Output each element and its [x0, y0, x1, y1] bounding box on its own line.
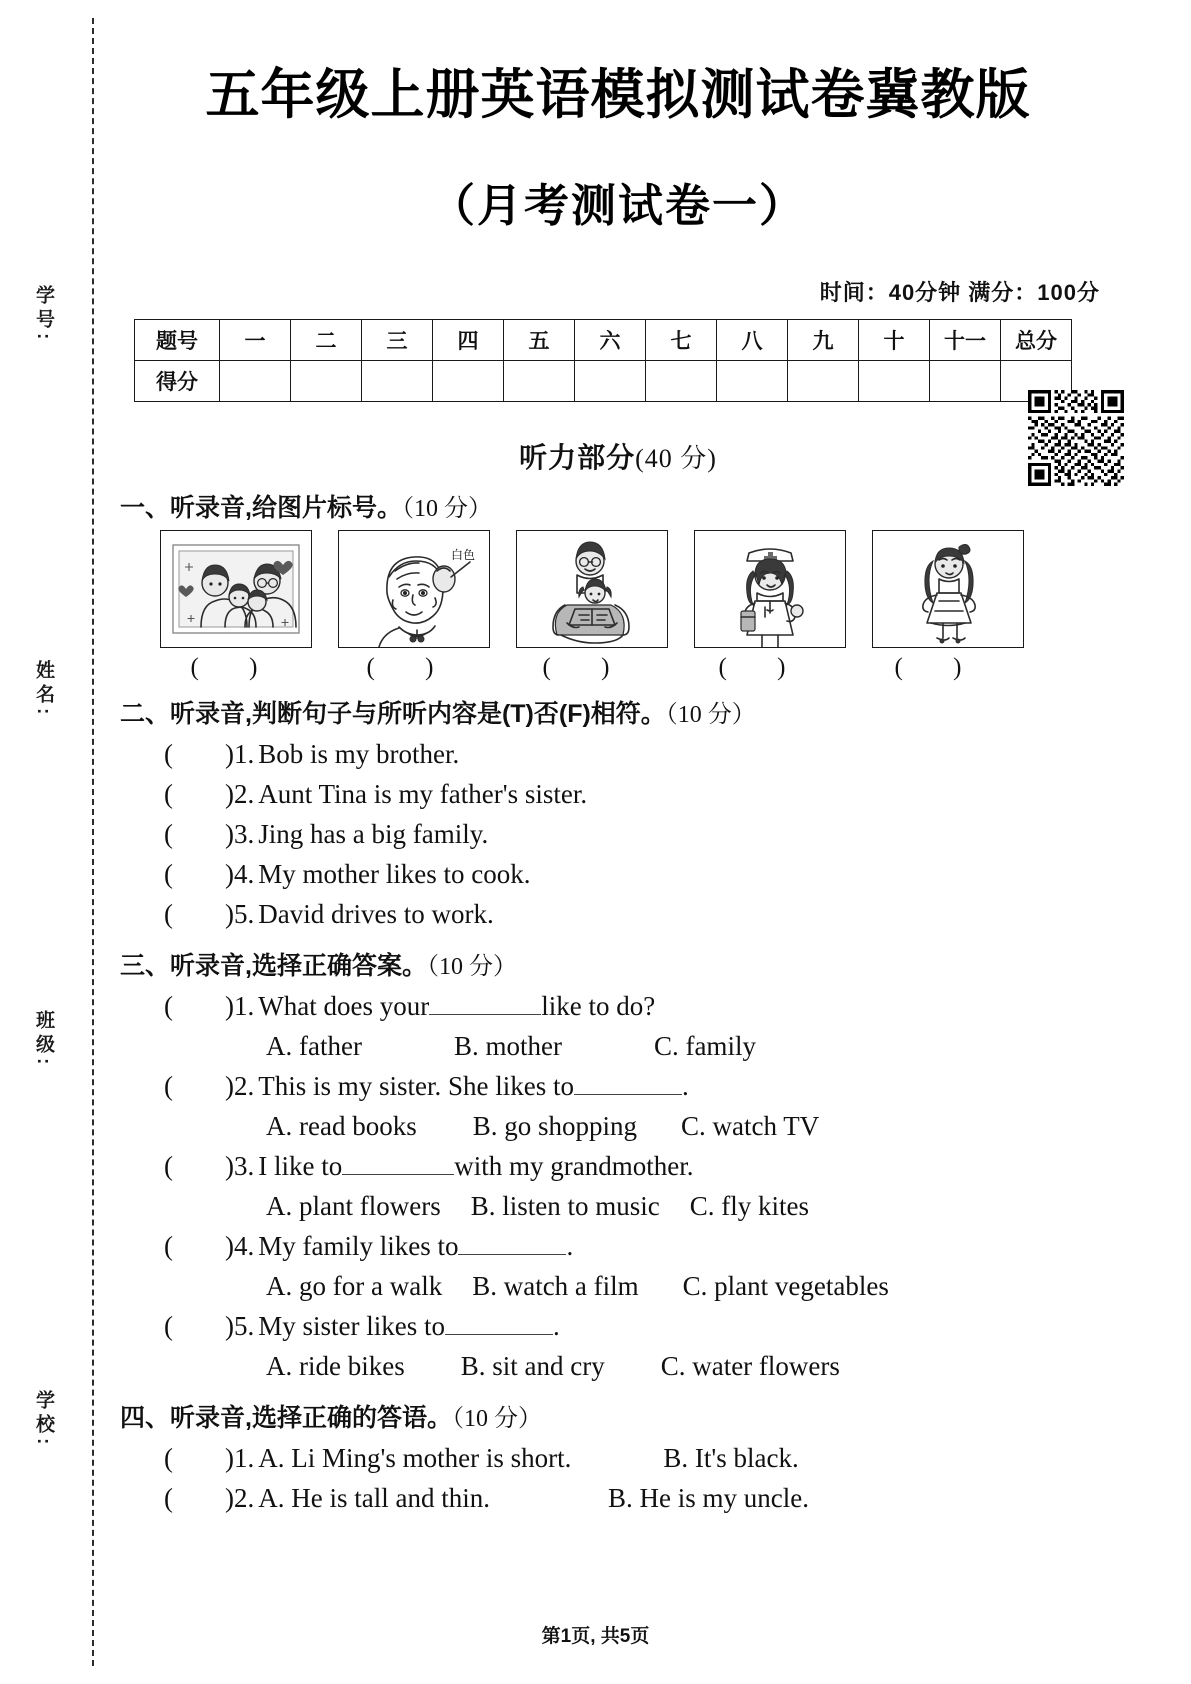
score-table-header-row	[135, 320, 1072, 361]
field-school: 学校:	[33, 1390, 54, 1450]
score-col-11: 十一	[930, 320, 1001, 361]
answer-bracket[interactable]: ( )	[164, 1231, 234, 1261]
section-3-points: （10 分）	[426, 954, 517, 980]
page-footer: 第1页, 共5页	[541, 1626, 650, 1647]
exam-content	[118, 0, 1118, 1684]
score-cell-3[interactable]	[362, 361, 433, 402]
page-title: 五年级上册英语模拟测试卷冀教版	[205, 65, 1031, 125]
section-2-label: 二、听录音,判断句子与所听内容是(T)否(F)相符。	[120, 700, 666, 728]
answer-bracket[interactable]: ( )	[164, 819, 234, 849]
mc-item-3	[164, 1146, 1118, 1186]
item-stem-after: .	[682, 1071, 689, 1101]
option-b[interactable]: B. He is my uncle.	[607, 1483, 809, 1513]
option-b[interactable]: B. mother	[453, 1031, 562, 1061]
listening-part-heading	[118, 436, 1118, 476]
option-a[interactable]: A. read books	[266, 1111, 417, 1141]
mc-options-1	[266, 1026, 1118, 1066]
field-student-name: 姓名:	[33, 660, 54, 720]
section-2-points: （10 分）	[665, 702, 756, 728]
score-table-row-label-2: 得分	[135, 361, 220, 402]
score-col-total: 总分	[1001, 320, 1072, 361]
item-stem-after: like to do?	[541, 991, 656, 1021]
item-stem-before: I like to	[258, 1151, 343, 1181]
fill-blank[interactable]	[458, 1232, 566, 1255]
section-4-points: （10 分）	[451, 1406, 542, 1432]
tf-item-4	[164, 854, 1118, 894]
picture-answer-4[interactable]: ( )	[718, 654, 808, 681]
mc-options-2	[266, 1106, 1118, 1146]
mc-options-3	[266, 1186, 1118, 1226]
mc-item-2	[164, 1066, 1118, 1106]
picture-row	[160, 530, 1118, 648]
option-b[interactable]: B. go shopping	[472, 1111, 637, 1141]
item-number: 1.	[234, 1443, 255, 1473]
picture-nurse-waving[interactable]	[694, 530, 846, 648]
fill-blank[interactable]	[429, 992, 541, 1015]
answer-bracket[interactable]: ( )	[164, 991, 234, 1021]
answer-bracket[interactable]: ( )	[164, 1151, 234, 1181]
score-cell-6[interactable]	[575, 361, 646, 402]
item-number: 3.	[234, 819, 255, 849]
answer-bracket[interactable]: ( )	[164, 739, 234, 769]
item-number: 5.	[234, 1311, 255, 1341]
score-col-8: 八	[717, 320, 788, 361]
option-c[interactable]: C. water flowers	[660, 1351, 840, 1381]
item-stem-before: My sister likes to	[258, 1311, 445, 1341]
item-number: 3.	[234, 1151, 255, 1181]
score-table	[134, 319, 1072, 402]
item-text: Jing has a big family.	[258, 819, 489, 849]
fill-blank[interactable]	[342, 1152, 454, 1175]
score-cell-11[interactable]	[930, 361, 1001, 402]
score-col-1: 一	[220, 320, 291, 361]
answer-bracket[interactable]: ( )	[164, 1483, 234, 1513]
item-text: Aunt Tina is my father's sister.	[258, 779, 588, 809]
score-cell-9[interactable]	[788, 361, 859, 402]
answer-bracket[interactable]: ( )	[164, 779, 234, 809]
section-title-3	[120, 946, 1118, 982]
option-c[interactable]: C. fly kites	[689, 1191, 809, 1221]
section-1-points: （10 分）	[401, 496, 492, 522]
tf-item-5	[164, 894, 1118, 934]
picture-family-portrait[interactable]	[160, 530, 312, 648]
item-stem-after: .	[566, 1231, 574, 1261]
score-cell-8[interactable]	[717, 361, 788, 402]
picture-answer-1[interactable]: ( )	[190, 654, 280, 681]
item-number: 5.	[234, 899, 255, 929]
item-text: Bob is my brother.	[258, 739, 460, 769]
dashed-fold-line	[92, 18, 94, 1666]
fill-blank[interactable]	[445, 1312, 553, 1335]
picture-answer-5[interactable]: ( )	[894, 654, 984, 681]
score-col-9: 九	[788, 320, 859, 361]
qr-code[interactable]	[1028, 390, 1124, 486]
option-a[interactable]: A. ride bikes	[266, 1351, 405, 1381]
tf-item-1	[164, 734, 1118, 774]
answer-bracket[interactable]: ( )	[164, 859, 234, 889]
option-b[interactable]: B. sit and cry	[460, 1351, 605, 1381]
item-number: 4.	[234, 859, 255, 889]
fill-blank[interactable]	[574, 1072, 682, 1095]
picture-answer-row	[160, 654, 1118, 682]
item-stem-after: .	[553, 1311, 560, 1341]
answer-bracket[interactable]: ( )	[164, 1311, 234, 1341]
listening-part-label: 听力部分	[519, 442, 636, 473]
option-c[interactable]: C. watch TV	[681, 1111, 820, 1141]
picture-answer-3[interactable]: ( )	[542, 654, 632, 681]
score-cell-7[interactable]	[646, 361, 717, 402]
item-number: 2.	[234, 1071, 255, 1101]
item-number: 1.	[234, 991, 255, 1021]
item-stem-after: with my grandmother.	[454, 1151, 694, 1181]
picture-father-reading-with-daughter[interactable]	[516, 530, 668, 648]
option-a[interactable]: A. He is tall and thin.	[258, 1483, 490, 1513]
mc-options-5	[266, 1346, 1118, 1386]
item-stem-before: This is my sister. She likes to	[258, 1071, 575, 1101]
score-col-10: 十	[859, 320, 930, 361]
option-a[interactable]: A. plant flowers	[266, 1191, 441, 1221]
listening-part-points: (40 分)	[635, 444, 717, 473]
section-title-2	[120, 694, 1118, 730]
section-title-1	[120, 488, 1118, 524]
exam-meta: 时间：40分钟 满分：100分	[819, 280, 1100, 305]
score-cell-10[interactable]	[859, 361, 930, 402]
item-stem-before: What does your	[258, 991, 430, 1021]
option-a[interactable]: A. go for a walk	[266, 1271, 443, 1301]
picture-answer-2[interactable]: ( )	[366, 654, 456, 681]
response-item-2	[164, 1478, 1118, 1518]
answer-bracket[interactable]: ( )	[164, 1443, 234, 1473]
answer-bracket[interactable]: ( )	[164, 899, 234, 929]
svg-text:白色: 白色	[451, 548, 476, 562]
score-col-5: 五	[504, 320, 575, 361]
item-stem-before: My family likes to	[258, 1231, 459, 1261]
section-title-4	[120, 1398, 1118, 1434]
item-number: 2.	[234, 1483, 255, 1513]
score-col-6: 六	[575, 320, 646, 361]
score-table-value-row	[135, 361, 1072, 402]
item-text: My mother likes to cook.	[258, 859, 531, 889]
mc-options-4	[266, 1266, 1118, 1306]
tf-item-3	[164, 814, 1118, 854]
section-4-label: 四、听录音,选择正确的答语。	[120, 1404, 452, 1432]
score-col-4: 四	[433, 320, 504, 361]
tf-item-2	[164, 774, 1118, 814]
option-b[interactable]: B. watch a film	[472, 1271, 639, 1301]
page-subtitle: （月考测试卷一）	[429, 180, 806, 231]
mc-item-4	[164, 1226, 1118, 1266]
item-number: 1.	[234, 739, 255, 769]
response-item-1	[164, 1438, 1118, 1478]
section-3-label: 三、听录音,选择正确答案。	[120, 952, 427, 980]
item-number: 4.	[234, 1231, 255, 1261]
score-cell-1[interactable]	[220, 361, 291, 402]
field-class: 班级:	[33, 1010, 54, 1070]
picture-grandmother-white-hair[interactable]	[338, 530, 490, 648]
picture-girl-in-dress[interactable]	[872, 530, 1024, 648]
section-1-label: 一、听录音,给图片标号。	[120, 494, 402, 522]
score-cell-2[interactable]	[291, 361, 362, 402]
mc-item-1	[164, 986, 1118, 1026]
score-col-2: 二	[291, 320, 362, 361]
item-number: 2.	[234, 779, 255, 809]
answer-bracket[interactable]: ( )	[164, 1071, 234, 1101]
option-a[interactable]: A. father	[266, 1031, 362, 1061]
option-c[interactable]: C. family	[653, 1031, 756, 1061]
option-b[interactable]: B. It's black.	[663, 1443, 799, 1473]
binding-margin	[0, 0, 115, 1684]
option-a[interactable]: A. Li Ming's mother is short.	[258, 1443, 572, 1473]
mc-item-5	[164, 1306, 1118, 1346]
item-text: David drives to work.	[258, 899, 494, 929]
option-b[interactable]: B. listen to music	[470, 1191, 660, 1221]
score-cell-5[interactable]	[504, 361, 575, 402]
score-col-3: 三	[362, 320, 433, 361]
score-cell-4[interactable]	[433, 361, 504, 402]
score-table-row-label-1: 题号	[135, 320, 220, 361]
field-student-number: 学号:	[33, 285, 54, 345]
option-c[interactable]: C. plant vegetables	[682, 1271, 889, 1301]
score-col-7: 七	[646, 320, 717, 361]
